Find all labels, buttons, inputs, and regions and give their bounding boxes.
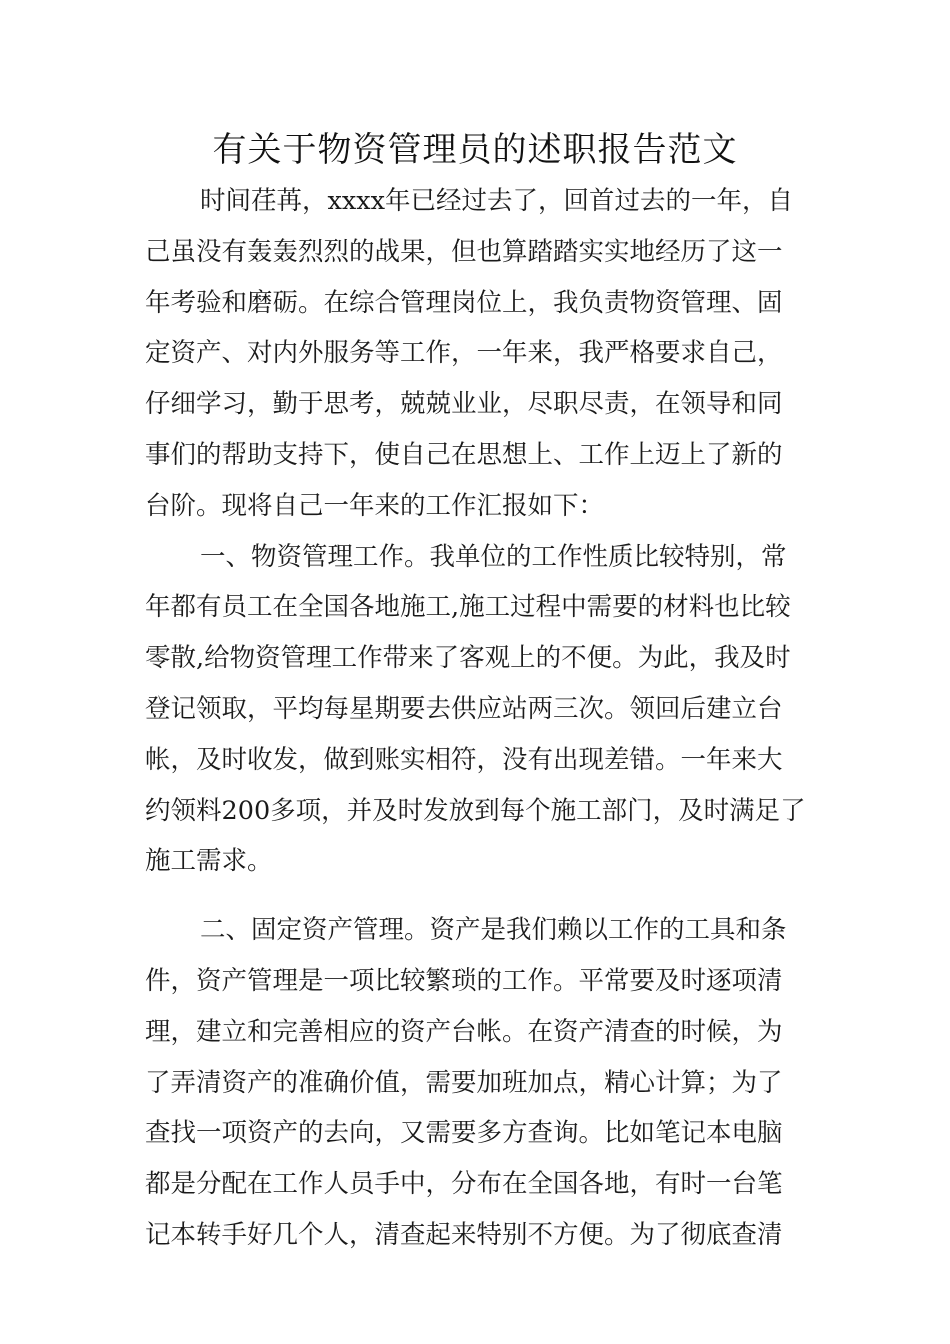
text-line: 帐，及时收发，做到账实相符，没有出现差错。一年来大 (145, 744, 783, 775)
text-line: 仔细学习，勤于思考，兢兢业业，尽职尽责，在领导和同 (145, 389, 783, 420)
document-body (145, 176, 809, 1261)
text-line: 都是分配在工作人员手中，分布在全国各地，有时一台笔 (145, 1169, 783, 1200)
text-line: 约领料200多项，并及时发放到每个施工部门，及时满足了 (145, 795, 806, 826)
paragraph-fixed-assets (145, 905, 809, 1261)
text-line: 二、固定资产管理。资产是我们赖以工作的工具和条 (200, 915, 787, 946)
text-line: 一、物资管理工作。我单位的工作性质比较特别，常 (200, 541, 787, 572)
text-line: 零散,给物资管理工作带来了客观上的不便。为此，我及时 (145, 643, 791, 674)
text-line: 施工需求。 (145, 846, 273, 877)
text-line: 年考验和磨砺。在综合管理岗位上，我负责物资管理、固 (145, 287, 783, 318)
text-line: 记本转手好几个人，清查起来特别不方便。为了彻底查清 (145, 1219, 783, 1250)
text-line: 了弄清资产的准确价值，需要加班加点，精心计算；为了 (145, 1067, 783, 1098)
text-line: 己虽没有轰轰烈烈的战果，但也算踏踏实实地经历了这一 (145, 236, 783, 267)
text-line: 事们的帮助支持下，使自己在思想上、工作上迈上了新的 (145, 439, 783, 470)
text-line: 年都有员工在全国各地施工,施工过程中需要的材料也比较 (145, 592, 791, 623)
document-title: 有关于物资管理员的述职报告范文 (212, 130, 738, 170)
text-line: 登记领取，平均每星期要去供应站两三次。领回后建立台 (145, 693, 783, 724)
text-line: 理，建立和完善相应的资产台帐。在资产清查的时候，为 (145, 1016, 783, 1047)
text-line: 时间荏苒，xxxx年已经过去了，回首过去的一年，自 (200, 186, 794, 216)
text-line: 定资产、对内外服务等工作，一年来，我严格要求自己， (145, 338, 783, 369)
paragraph-spacer (145, 887, 809, 905)
paragraph-intro (145, 176, 809, 532)
paragraph-materials (145, 532, 809, 888)
text-line: 查找一项资产的去向，又需要多方查询。比如笔记本电脑 (145, 1118, 783, 1149)
text-line: 台阶。现将自己一年来的工作汇报如下： (145, 490, 605, 521)
text-line: 件，资产管理是一项比较繁琐的工作。平常要及时逐项清 (145, 965, 783, 996)
